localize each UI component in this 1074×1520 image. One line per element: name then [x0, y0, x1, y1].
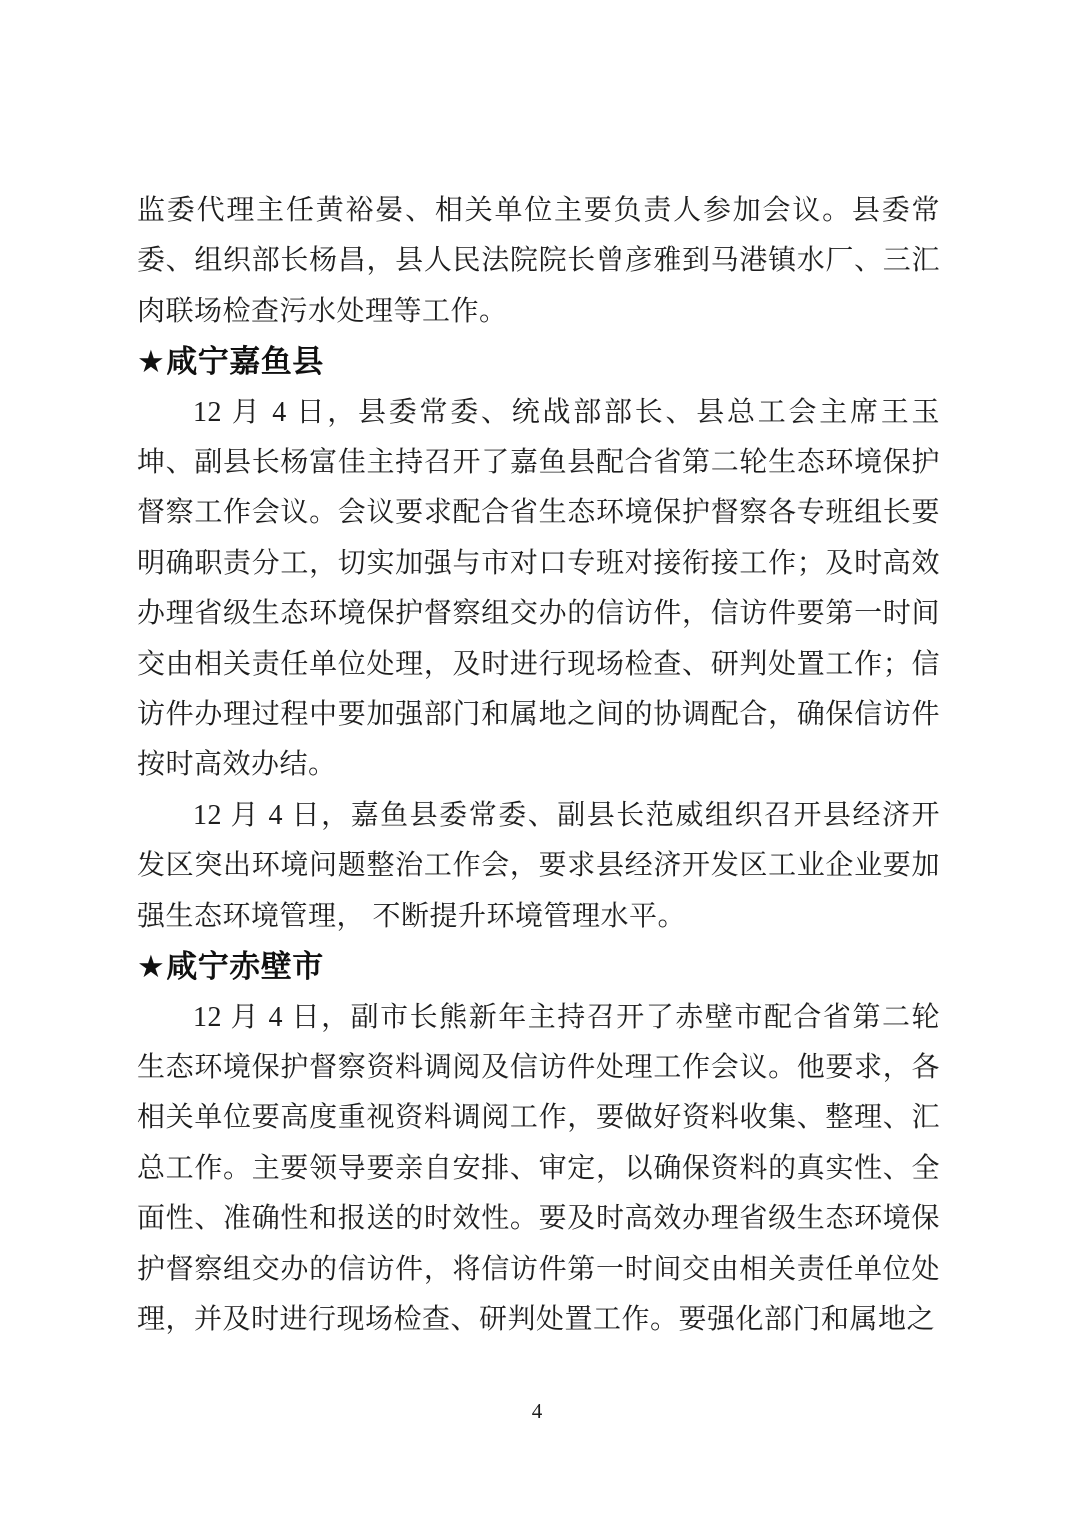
body-paragraph: 12 月 4 日，县委常委、统战部部长、县总工会主席王玉坤、副县长杨富佳主持召开了嘉鱼县配合省第二轮生态环境保护督察工作会议。会议要求配合省生态环境保护督察各专班组长要明确职责分工，切实加强与市对口专班对接衔接工作；及时高效办理省级生态环境保护督察组交办的信访件，信访件要第一时间交由相关责任单位处理，及时进行现场检查、研判处置工作；信访件办理过程中要加强部门和属地之间的协调配合，确保信访件按时高效办结。 — [137, 396, 940, 781]
body-paragraph: 12 月 4 日，嘉鱼县委常委、副县长范威组织召开县经济开发区突出环境问题整治工作会，要求县经济开发区工业企业要加强生态环境管理， 不断提升环境管理水平。 — [137, 799, 940, 932]
body-paragraph: 12 月 4 日，副市长熊新年主持召开了赤壁市配合省第二轮生态环境保护督察资料调阅及信访件处理工作会议。他要求，各相关单位要高度重视资料调阅工作，要做好资料收集、整理、汇总工作。主要领导要亲自安排、审定，以确保资料的真实性、全面性、准确性和报送的时效性。要及时高效办理省级生态环境保护督察组交办的信访件，将信访件第一时间交由相关责任单位处理，并及时进行现场检查、研判处置工作。要强化部门和属地之 — [137, 1001, 940, 1335]
star-icon: ★ — [137, 949, 166, 985]
star-icon: ★ — [137, 344, 166, 380]
section-heading-text: 咸宁嘉鱼县 — [166, 344, 324, 380]
section-heading-xianning-chibi — [137, 942, 940, 992]
section-heading-xianning-jiayu — [137, 337, 940, 387]
body-paragraph-continuation: 监委代理主任黄裕晏、相关单位主要负责人参加会议。县委常委、组织部长杨昌，县人民法院院长曾彦雅到马港镇水厂、三汇肉联场检查污水处理等工作。 — [137, 195, 940, 327]
section-heading-text: 咸宁赤壁市 — [166, 949, 324, 985]
document-body — [137, 186, 940, 1345]
page-number: 4 — [531, 1399, 543, 1423]
